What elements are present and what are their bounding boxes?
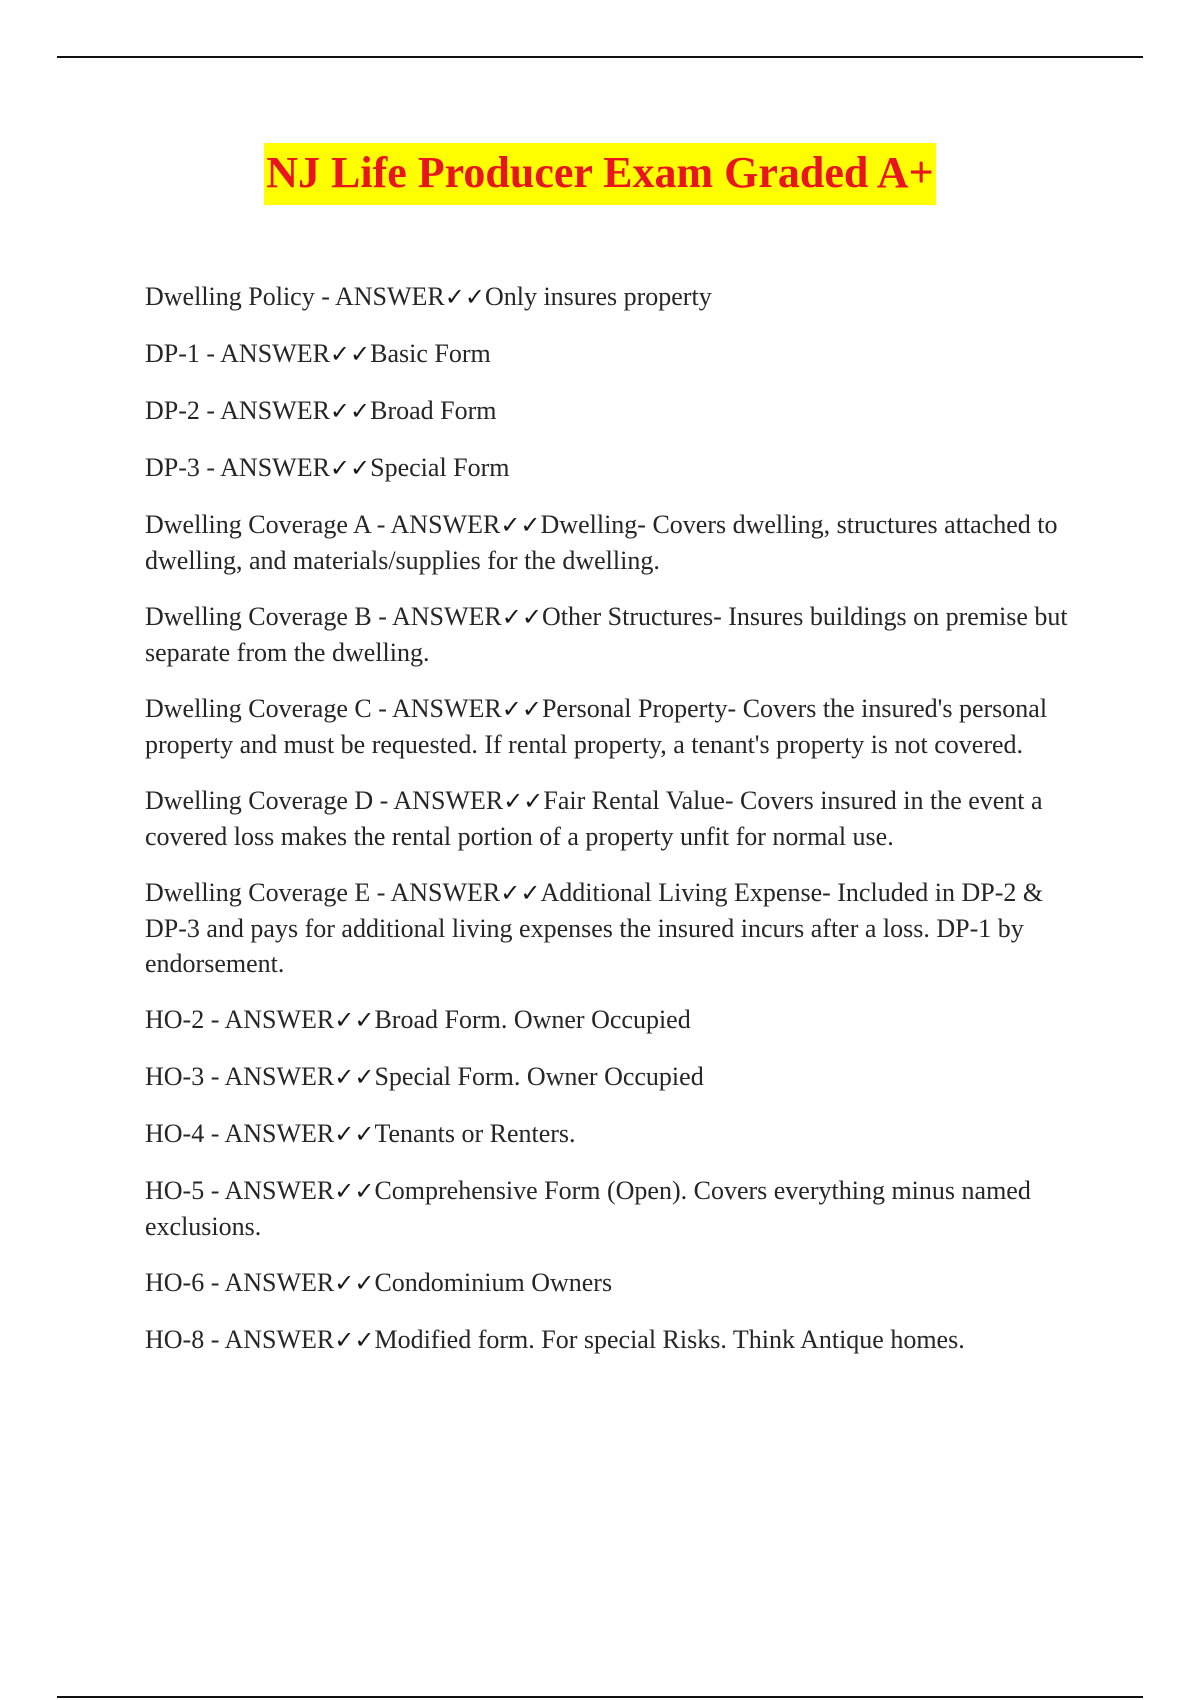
check-marks-icon: ✓✓	[444, 283, 485, 311]
qa-item	[145, 783, 1090, 854]
qa-separator: -	[314, 282, 335, 311]
qa-item	[145, 1059, 1090, 1095]
answer-label: ANSWER	[390, 878, 501, 907]
qa-term: Dwelling Coverage C	[145, 694, 372, 723]
title-container	[0, 143, 1200, 205]
qa-term: Dwelling Coverage D	[145, 786, 374, 815]
qa-separator: -	[204, 1062, 225, 1091]
qa-item	[145, 691, 1090, 762]
qa-answer: Condominium Owners	[374, 1268, 613, 1297]
qa-item	[145, 393, 1090, 429]
qa-item	[145, 336, 1090, 372]
qa-answer: Other Structures- Insures buildings on premise but separate from the dwelling.	[145, 602, 1068, 667]
qa-term: HO-8	[145, 1325, 205, 1354]
qa-answer: Basic Form	[370, 339, 491, 368]
qa-answer: Personal Property- Covers the insured's personal property and must be requested. If rental property, a tenant's property is not covered.	[145, 694, 1048, 759]
qa-item	[145, 1116, 1090, 1152]
answer-label: ANSWER	[224, 1062, 335, 1091]
check-marks-icon: ✓✓	[329, 397, 371, 425]
qa-item	[145, 599, 1090, 670]
qa-separator: -	[204, 1005, 225, 1034]
qa-term: DP-2	[145, 396, 200, 425]
qa-term: HO-2	[145, 1005, 205, 1034]
qa-term: Dwelling Coverage A	[145, 510, 371, 539]
qa-item	[145, 1002, 1090, 1038]
qa-term: HO-6	[145, 1268, 205, 1297]
check-marks-icon: ✓✓	[334, 1006, 375, 1034]
qa-separator: -	[204, 1119, 225, 1148]
qa-answer: Modified form. For special Risks. Think Antique homes.	[374, 1325, 965, 1354]
document-title: NJ Life Producer Exam Graded A+	[264, 143, 936, 205]
qa-separator: -	[370, 510, 391, 539]
qa-answer: Additional Living Expense- Included in DP-2 & DP-3 and pays for additional living expenses the insured incurs after a loss. DP-1 by endorsement.	[145, 878, 1044, 978]
answer-label: ANSWER	[224, 1325, 335, 1354]
qa-separator: -	[370, 878, 391, 907]
answer-label: ANSWER	[334, 282, 445, 311]
qa-term: DP-1	[145, 339, 200, 368]
answer-label: ANSWER	[391, 602, 502, 631]
qa-separator: -	[199, 453, 221, 482]
qa-term: DP-3	[145, 453, 200, 482]
qa-item	[145, 507, 1090, 578]
answer-label: ANSWER	[391, 694, 502, 723]
answer-label: ANSWER	[220, 453, 330, 482]
qa-separator: -	[373, 786, 394, 815]
qa-term: Dwelling Coverage B	[145, 602, 372, 631]
bottom-divider	[57, 1696, 1143, 1698]
qa-item	[145, 1322, 1090, 1358]
check-marks-icon: ✓✓	[500, 879, 541, 907]
qa-item	[145, 1265, 1090, 1301]
check-marks-icon: ✓✓	[501, 603, 542, 631]
check-marks-icon: ✓✓	[500, 511, 541, 539]
qa-item	[145, 875, 1090, 981]
qa-answer: Broad Form	[370, 396, 497, 425]
check-marks-icon: ✓✓	[334, 1326, 375, 1354]
qa-term: HO-5	[145, 1176, 205, 1205]
qa-term: HO-3	[145, 1062, 205, 1091]
qa-separator: -	[204, 1176, 225, 1205]
check-marks-icon: ✓✓	[329, 454, 371, 482]
check-marks-icon: ✓✓	[503, 787, 544, 815]
qa-answer: Only insures property	[484, 282, 712, 311]
qa-separator: -	[204, 1325, 225, 1354]
qa-term: HO-4	[145, 1119, 205, 1148]
qa-answer: Special Form. Owner Occupied	[374, 1062, 704, 1091]
qa-answer: Special Form	[370, 453, 510, 482]
answer-label: ANSWER	[390, 510, 501, 539]
qa-answer: Fair Rental Value- Covers insured in the event a covered loss makes the rental portion of a property unfit for normal use.	[145, 786, 1043, 851]
answer-label: ANSWER	[393, 786, 504, 815]
qa-separator: -	[371, 694, 392, 723]
check-marks-icon: ✓✓	[329, 340, 371, 368]
answer-label: ANSWER	[224, 1119, 335, 1148]
qa-separator: -	[199, 396, 221, 425]
qa-list	[145, 279, 1090, 1379]
check-marks-icon: ✓✓	[334, 1177, 375, 1205]
qa-answer: Tenants or Renters.	[374, 1119, 576, 1148]
check-marks-icon: ✓✓	[334, 1120, 375, 1148]
qa-term: Dwelling Policy	[145, 282, 315, 311]
answer-label: ANSWER	[220, 339, 330, 368]
qa-separator: -	[199, 339, 221, 368]
qa-item	[145, 450, 1090, 486]
qa-term: Dwelling Coverage E	[145, 878, 371, 907]
check-marks-icon: ✓✓	[334, 1063, 375, 1091]
top-divider	[57, 56, 1143, 58]
qa-answer: Comprehensive Form (Open). Covers everything minus named exclusions.	[145, 1176, 1031, 1241]
qa-answer: Dwelling- Covers dwelling, structures attached to dwelling, and materials/supplies for the dwelling.	[145, 510, 1058, 575]
check-marks-icon: ✓✓	[501, 695, 542, 723]
answer-label: ANSWER	[224, 1005, 335, 1034]
qa-item	[145, 279, 1090, 315]
qa-answer: Broad Form. Owner Occupied	[374, 1005, 691, 1034]
answer-label: ANSWER	[224, 1176, 335, 1205]
answer-label: ANSWER	[220, 396, 330, 425]
qa-separator: -	[204, 1268, 225, 1297]
answer-label: ANSWER	[224, 1268, 335, 1297]
qa-separator: -	[371, 602, 392, 631]
qa-item	[145, 1173, 1090, 1244]
check-marks-icon: ✓✓	[334, 1269, 375, 1297]
